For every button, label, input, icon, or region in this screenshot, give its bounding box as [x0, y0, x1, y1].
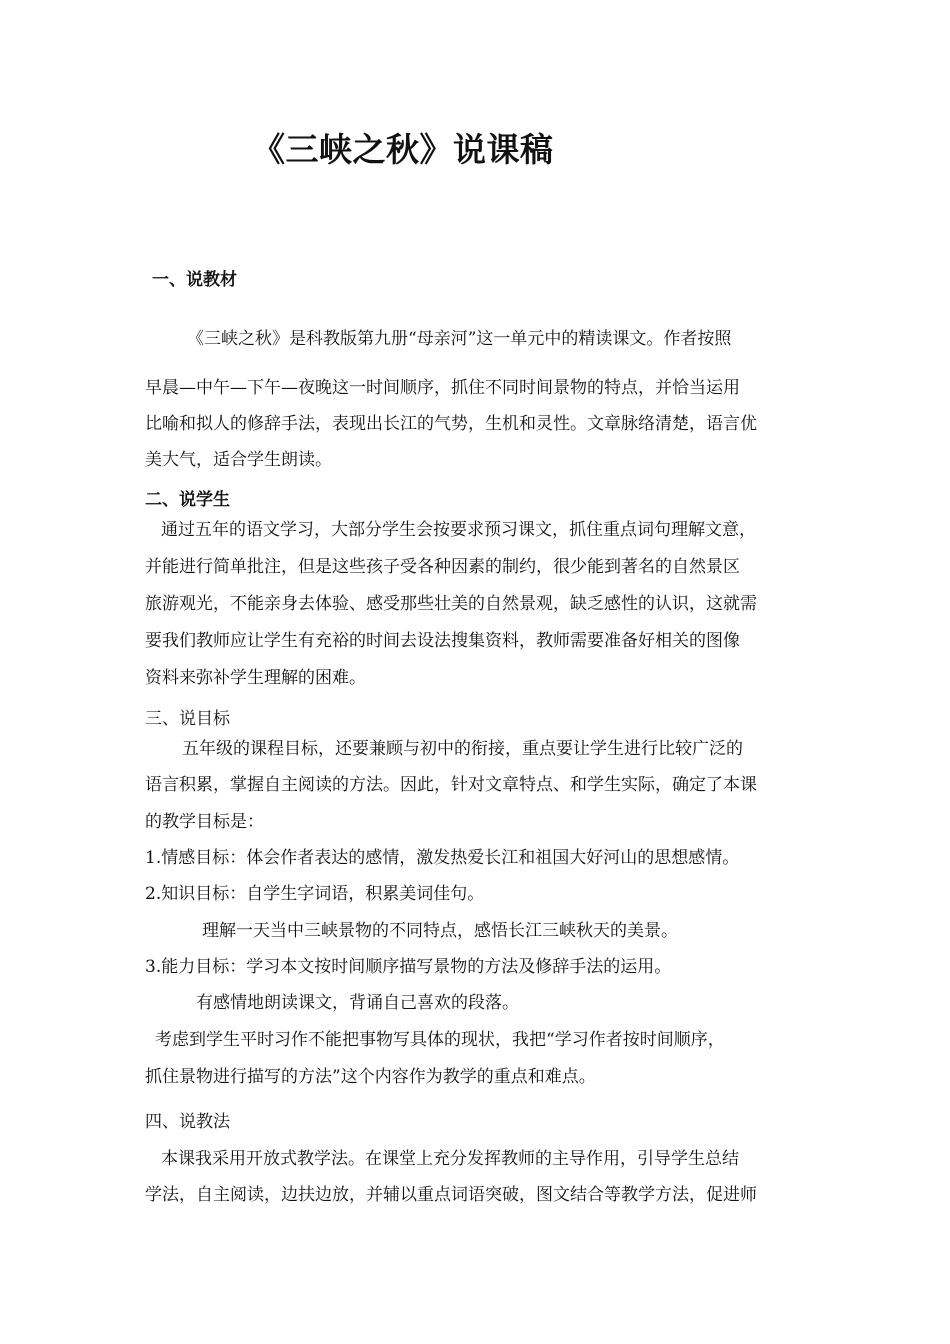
goal-item-ability: 3.能力目标：学习本文按时间顺序描写景物的方法及修辞手法的运用。 [145, 957, 672, 977]
goal-item-knowledge: 2.知识目标：自学生字词语，积累美词佳句。 [145, 884, 485, 904]
paragraph-line: 语言积累，掌握自主阅读的方法。因此，针对文章特点、和学生实际，确定了本课 [145, 775, 757, 795]
section-heading-methods: 四、说教法 [145, 1112, 230, 1132]
goal-item-knowledge-continued: 理解一天当中三峡景物的不同特点，感悟长江三峡秋天的美景。 [202, 921, 678, 941]
goal-item-ability-continued: 有感情地朗读课文，背诵自己喜欢的段落。 [196, 993, 519, 1013]
paragraph-line: 并能进行简单批注，但是这些孩子受各种因素的制约，很少能到著名的自然景区 [145, 557, 740, 577]
paragraph-line: 早晨—中午—下午—夜晚这一时间顺序，抓住不同时间景物的特点，并恰当运用 [145, 378, 740, 398]
paragraph-line: 的教学目标是： [145, 812, 264, 832]
document-title: 《三峡之秋》说课稿 [252, 130, 554, 169]
paragraph-line: 比喻和拟人的修辞手法，表现出长江的气势，生机和灵性。文章脉络清楚，语言优 [145, 414, 757, 434]
paragraph-line: 美大气，适合学生朗读。 [145, 450, 332, 470]
paragraph-line: 抓住景物进行描写的方法”这个内容作为教学的重点和难点。 [145, 1067, 596, 1087]
goal-item-emotion: 1.情感目标：体会作者表达的感情，激发热爱长江和祖国大好河山的思想感情。 [145, 848, 740, 868]
section-heading-materials: 一、说教材 [152, 270, 237, 290]
paragraph-line: 本课我采用开放式教学法。在课堂上充分发挥教师的主导作用，引导学生总结 [161, 1149, 739, 1169]
paragraph-line: 通过五年的语文学习，大部分学生会按要求预习课文，抓住重点词句理解文意， [161, 520, 756, 540]
paragraph-line: 旅游观光，不能亲身去体验、感受那些壮美的自然景观，缺乏感性的认识，这就需 [145, 594, 757, 614]
paragraph-line: 《三峡之秋》是科教版第九册“母亲河”这一单元中的精读课文。作者按照 [187, 329, 732, 349]
paragraph-line: 五年级的课程目标，还要兼顾与初中的衔接，重点要让学生进行比较广泛的 [182, 739, 743, 759]
paragraph-line: 考虑到学生平时习作不能把事物写具体的现状，我把“学习作者按时间顺序， [155, 1030, 725, 1050]
paragraph-line: 资料来弥补学生理解的困难。 [145, 668, 366, 688]
section-heading-students: 二、说学生 [145, 490, 230, 510]
paragraph-line: 要我们教师应让学生有充裕的时间去设法搜集资料，教师需要准备好相关的图像 [145, 631, 740, 651]
paragraph-line: 学法，自主阅读，边扶边放，并辅以重点词语突破，图文结合等教学方法，促进师 [145, 1185, 757, 1205]
section-heading-goals: 三、说目标 [145, 709, 230, 729]
